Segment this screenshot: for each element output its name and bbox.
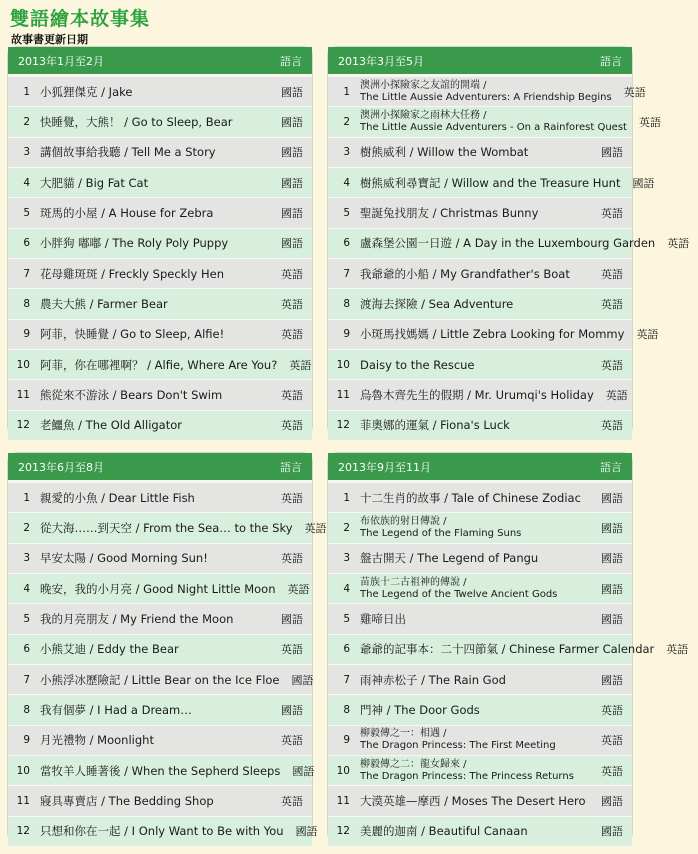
story-number: 3 [343,552,350,565]
story-title-line: 聖誕兔找朋友 / Christmas Bunny [360,205,539,220]
story-title [360,359,589,371]
story-row [328,289,632,318]
story-title [360,419,589,431]
story-language: 國語 [295,825,318,839]
story-title [40,492,269,504]
story-title [40,237,269,249]
story-language: 國語 [601,582,623,596]
story-language: 英語 [623,85,646,99]
story-title-line: Daisy to the Rescue [360,357,475,372]
story-row [328,77,646,106]
story-row [328,350,632,379]
story-language: 國語 [601,794,623,808]
story-title [360,298,589,310]
story-title [360,110,627,134]
story-title-line: 盤古開天 / The Legend of Pangu [360,551,539,566]
story-row [8,513,327,542]
story-row [8,107,312,136]
story-title-line: 烏魯木齊先生的假期 / Mr. Urumqi's Holiday [360,387,594,402]
story-title [360,577,589,601]
panel-header [8,453,312,480]
language-column-header: 語言 [280,54,302,68]
story-language: 英語 [281,388,303,402]
story-title [40,116,269,128]
story-title [40,389,269,401]
story-title-line: The Legend of the Flaming Suns [360,527,522,539]
story-title-line: 盧森堡公園一日遊 / A Day in the Luxembourg Garden [360,236,656,251]
story-row [328,544,632,573]
story-language: 國語 [601,552,623,566]
story-number: 12 [336,825,350,838]
story-language: 英語 [281,297,303,311]
story-title-line: 小熊艾迪 / Eddy the Bear [40,642,179,657]
story-language: 國語 [601,521,623,535]
story-title [40,359,277,371]
story-language: 英語 [601,764,623,778]
story-language: 國語 [601,612,623,626]
story-row [328,726,632,755]
story-title-line: 樹熊威利尋寶記 / Willow and the Treasure Hunt [360,175,621,190]
story-title [360,237,655,249]
story-title [40,795,269,807]
story-title [360,268,589,280]
story-list [8,480,327,846]
story-row [328,380,632,409]
story-number: 1 [23,85,30,98]
story-title-line: The Dragon Princess: The Princess Returns [360,770,574,782]
story-row [8,77,312,106]
story-title [360,728,589,752]
panel-sep-nov [328,453,689,841]
story-row [328,138,632,167]
story-title-line: 澳洲小探險家之友誼的開端 / [360,79,487,91]
story-title-line: 爺爺的記事本：二十四節氣 / Chinese Farmer Calendar [360,642,655,657]
story-title [360,825,589,837]
story-language: 英語 [638,115,661,129]
story-title [40,298,269,310]
story-row [328,665,632,694]
story-title-line: 晚安，我的小月亮 / Good Night Little Moon [40,581,276,596]
story-language: 英語 [281,491,303,505]
language-column-header: 語言 [280,460,302,474]
story-number: 2 [23,115,30,128]
page-subtitle: 故事書更新日期 [11,33,88,46]
story-row [8,289,312,318]
story-language: 英語 [601,206,623,220]
story-title-line: 小斑馬找媽媽 / Little Zebra Looking for Mommy [360,327,625,342]
story-title [40,146,269,158]
story-title-line: 老鱷魚 / The Old Alligator [40,418,183,433]
story-language: 英語 [281,419,303,433]
story-number: 4 [23,176,30,189]
story-language: 國語 [281,206,303,220]
story-row [328,320,659,349]
story-title [360,674,589,686]
story-title-line: 布依族的射日傳說 / [360,515,447,527]
panel-header [328,453,632,480]
story-number: 9 [23,328,30,341]
story-title-line: 講個故事給我聽 / Tell Me a Story [40,145,216,160]
language-column-header: 語言 [600,54,622,68]
story-row [328,107,661,136]
story-title [40,643,269,655]
story-language: 國語 [281,176,303,190]
story-row [8,229,312,258]
story-number: 1 [343,491,350,504]
story-title [40,704,269,716]
story-title-line: 熊從來不游泳 / Bears Don't Swim [40,387,223,402]
story-title-line: The Legend of the Twelve Ancient Gods [360,588,558,600]
language-column-header: 語言 [600,460,622,474]
story-language: 英語 [666,643,689,657]
story-row [8,604,312,633]
story-language: 國語 [601,673,623,687]
story-title [40,207,269,219]
story-number: 1 [23,491,30,504]
story-language: 英語 [667,237,690,251]
story-number: 8 [343,703,350,716]
story-row [8,320,312,349]
panel-mar-may [328,47,690,435]
story-language: 國語 [291,673,314,687]
story-title [40,765,280,777]
story-number: 11 [336,794,350,807]
story-number: 9 [343,734,350,747]
story-row [8,574,312,603]
panel-header [328,47,632,74]
story-number: 8 [343,297,350,310]
story-language: 英語 [281,734,303,748]
story-language: 國語 [292,764,315,778]
story-row [8,350,312,379]
story-title-line: The Little Aussie Adventurers: A Friendship Begins [360,91,612,103]
story-title-line: 我的月亮朋友 / My Friend the Moon [40,611,234,626]
story-number: 11 [336,388,350,401]
story-language: 國語 [601,146,623,160]
story-number: 9 [23,734,30,747]
story-title-line: 從大海……到天空 / From the Sea… to the Sky [40,520,293,535]
panel-jan-feb [8,47,312,435]
story-number: 2 [343,521,350,534]
story-language: 英語 [601,703,623,717]
story-title [360,516,589,540]
story-number: 11 [16,388,30,401]
story-row [8,168,312,197]
story-language: 英語 [281,643,303,657]
story-row [8,786,312,815]
story-title [40,522,293,534]
page-title: 雙語繪本故事集 [10,8,151,30]
story-number: 7 [23,267,30,280]
story-number: 7 [23,673,30,686]
story-language: 國語 [601,825,623,839]
story-language: 國語 [281,146,303,160]
story-language: 國語 [281,237,303,251]
panel-period: 2013年9月至11月 [338,460,431,474]
story-number: 9 [343,328,350,341]
story-number: 12 [16,419,30,432]
story-language: 英語 [601,734,623,748]
story-language: 英語 [601,267,623,281]
story-language: 英語 [281,267,303,281]
story-title-line: 門神 / The Door Gods [360,702,480,717]
story-row [8,695,312,724]
story-title-line: 苗族十二古祖神的傳說 / [360,576,467,588]
story-number: 10 [16,358,30,371]
panel-header [8,47,312,74]
story-list [328,480,689,846]
story-number: 10 [336,764,350,777]
story-row [328,411,632,440]
story-number: 5 [343,612,350,625]
story-title-line: 大漠英雄—摩西 / Moses The Desert Hero [360,793,586,808]
story-row [328,229,690,258]
story-title [360,613,589,625]
story-number: 6 [343,237,350,250]
story-language: 國語 [632,176,655,190]
story-number: 2 [23,521,30,534]
story-title [40,268,269,280]
story-list [8,74,312,440]
story-number: 3 [23,552,30,565]
story-row [8,198,312,227]
story-title-line: The Little Aussie Adventurers - On a Rainforest Quest [360,121,627,133]
story-row [8,726,312,755]
story-language: 英語 [281,794,303,808]
story-number: 6 [23,237,30,250]
story-language: 國語 [281,703,303,717]
story-row [328,756,632,785]
story-title [360,704,589,716]
story-title-line: The Dragon Princess: The First Meeting [360,740,556,752]
story-number: 4 [23,582,30,595]
story-title [360,207,589,219]
story-number: 7 [343,673,350,686]
story-row [328,168,655,197]
story-language: 國語 [281,612,303,626]
story-title-line: 當牧羊人睡著後 / When the Sepherd Sleeps [40,763,281,778]
story-title-line: 只想和你在一起 / I Only Want to Be with You [40,824,284,839]
story-row [328,817,632,846]
story-number: 7 [343,267,350,280]
story-title-line: 雞啼日出 [360,611,406,626]
story-number: 3 [23,146,30,159]
story-title [40,825,284,837]
story-row [8,259,312,288]
story-title [40,177,269,189]
story-title-line: 小狐狸傑克 / Jake [40,84,133,99]
story-title [40,613,269,625]
story-row [8,665,312,694]
story-title-line: 阿菲，快睡覺 / Go to Sleep, Alfie! [40,327,225,342]
story-title-line: 樹熊威利 / Willow the Wombat [360,145,529,160]
story-row [8,817,318,846]
story-title [360,492,589,504]
story-number: 5 [23,206,30,219]
story-title-line: 阿菲，你在哪裡啊？ / Alfie, Where Are You? [40,357,278,372]
story-title [360,759,589,783]
story-title-line: 早安太陽 / Good Morning Sun! [40,551,208,566]
story-number: 8 [23,703,30,716]
story-number: 6 [23,643,30,656]
story-row [8,635,312,664]
story-title [360,795,589,807]
story-number: 12 [336,419,350,432]
story-title [360,146,589,158]
story-language: 英語 [281,328,303,342]
story-title [360,389,594,401]
story-language: 英語 [287,582,310,596]
story-row [328,574,632,603]
story-title [360,643,654,655]
story-row [328,259,632,288]
panel-period: 2013年1月至2月 [18,54,104,68]
story-title-line: 花母雞斑斑 / Freckly Speckly Hen [40,266,224,281]
story-number: 1 [343,85,350,98]
story-number: 12 [16,825,30,838]
story-title-line: 大肥貓 / Big Fat Cat [40,175,149,190]
story-language: 英語 [601,297,623,311]
story-title-line: 澳洲小探險家之雨林大任務 / [360,109,487,121]
story-language: 英語 [636,328,659,342]
story-row [8,411,312,440]
story-language: 英語 [601,419,623,433]
story-title-line: 柳毅傳之二：龍女歸來 / [360,758,467,770]
story-row [8,544,312,573]
story-row [8,756,315,785]
story-title [360,328,624,340]
story-language: 英語 [281,552,303,566]
panel-period: 2013年3月至5月 [338,54,424,68]
story-title-line: 斑馬的小屋 / A House for Zebra [40,205,214,220]
story-number: 2 [343,115,350,128]
story-row [328,513,632,542]
story-number: 4 [343,176,350,189]
story-row [328,786,632,815]
story-title-line: 我有個夢 / I Had a Dream… [40,702,192,717]
story-title-line: 月光禮物 / Moonlight [40,733,154,748]
story-language: 英語 [304,521,327,535]
story-language: 英語 [601,358,623,372]
story-title [40,86,269,98]
story-title [40,552,269,564]
story-number: 6 [343,643,350,656]
story-title-line: 小胖狗 嘟嘟 / The Roly Poly Puppy [40,236,229,251]
story-title [360,177,620,189]
story-number: 4 [343,582,350,595]
story-title-line: 美麗的迦南 / Beautiful Canaan [360,824,528,839]
story-number: 11 [16,794,30,807]
story-language: 英語 [289,358,312,372]
story-title [40,419,269,431]
panel-jun-aug [8,453,327,841]
story-language: 國語 [281,85,303,99]
story-title [40,734,269,746]
story-list [328,74,690,440]
story-title-line: 柳毅傳之一：相遇 / [360,728,447,740]
story-row [8,138,312,167]
story-title [40,674,280,686]
story-title-line: 我爺爺的小船 / My Grandfather's Boat [360,266,570,281]
story-title-line: 小熊浮冰歷險記 / Little Bear on the Ice Floe [40,672,280,687]
story-title-line: 親愛的小魚 / Dear Little Fish [40,490,195,505]
story-row [328,483,632,512]
story-number: 5 [23,612,30,625]
story-row [328,695,632,724]
story-row [328,198,632,227]
story-number: 3 [343,146,350,159]
story-row [328,604,632,633]
story-title [360,80,612,104]
story-row [328,635,689,664]
story-row [8,483,312,512]
panel-period: 2013年6月至8月 [18,460,104,474]
story-title [360,552,589,564]
story-title [40,328,269,340]
story-language: 國語 [281,115,303,129]
story-title-line: 渡海去探險 / Sea Adventure [360,296,514,311]
story-title [40,583,276,595]
story-number: 10 [16,764,30,777]
story-number: 8 [23,297,30,310]
story-number: 10 [336,358,350,371]
story-row [8,380,312,409]
story-language: 國語 [601,491,623,505]
story-title-line: 雨神赤松子 / The Rain God [360,672,506,687]
story-language: 英語 [605,388,628,402]
story-title-line: 寢具專賣店 / The Bedding Shop [40,793,214,808]
story-number: 5 [343,206,350,219]
story-title-line: 菲奧娜的運氣 / Fiona's Luck [360,418,510,433]
story-title-line: 十二生肖的故事 / Tale of Chinese Zodiac [360,490,581,505]
story-title-line: 農夫大熊 / Farmer Bear [40,296,168,311]
story-title-line: 快睡覺，大熊！ / Go to Sleep, Bear [40,114,233,129]
